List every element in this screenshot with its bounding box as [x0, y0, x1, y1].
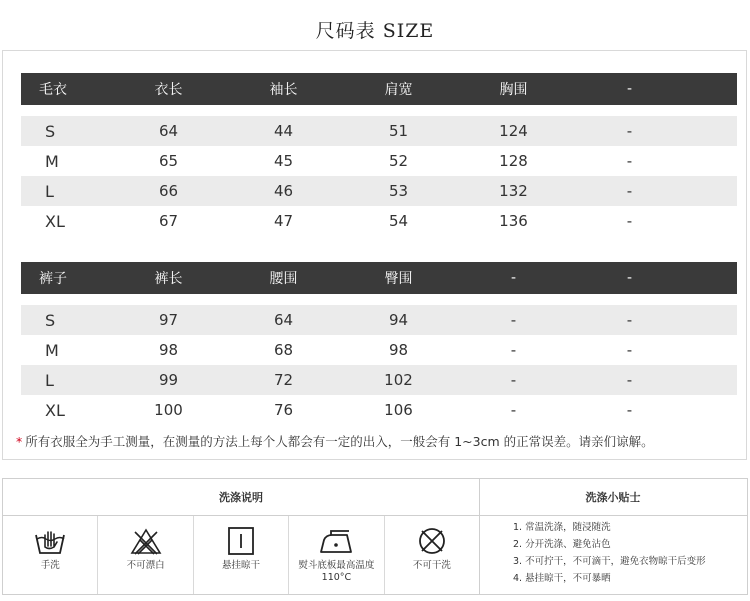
care-label: 不可漂白 — [126, 560, 165, 571]
size-chart-panel — [2, 50, 747, 460]
value-cell: 52 — [388, 152, 409, 170]
note-text: 所有衣服全为手工测量，在测量的方法上每个人都会有一定的出入，一般会有 1~3cm 的正常误差。请亲们谅解。 — [25, 434, 654, 449]
header-cell: 袖长 — [269, 82, 298, 98]
no-bleach-icon — [129, 526, 163, 556]
value-cell: 94 — [388, 311, 409, 329]
value-cell: 124 — [499, 122, 528, 140]
size-cell: XL — [45, 400, 65, 420]
note-star: * — [16, 434, 23, 449]
value-cell: 97 — [158, 311, 179, 329]
value-cell: 68 — [273, 341, 294, 359]
value-cell: - — [626, 371, 633, 389]
size-cell: L — [45, 181, 54, 201]
pants-size-table — [21, 262, 737, 425]
header-cell: 裤子 — [39, 271, 67, 287]
hang-dry-icon — [224, 526, 258, 556]
size-cell: XL — [45, 211, 65, 231]
value-cell: 102 — [384, 371, 413, 389]
value-cell: 54 — [388, 212, 409, 230]
table-row — [21, 176, 737, 206]
care-instructions-title: 洗涤说明 — [3, 479, 480, 516]
header-cell: 胸围 — [499, 82, 528, 98]
value-cell: 53 — [388, 182, 409, 200]
value-cell: 66 — [158, 182, 179, 200]
value-cell: - — [510, 401, 517, 419]
value-cell: 51 — [388, 122, 409, 140]
value-cell: - — [626, 341, 633, 359]
care-item — [385, 516, 479, 594]
value-cell: 106 — [384, 401, 413, 419]
size-cell: M — [45, 340, 59, 360]
header-cell: 衣长 — [154, 82, 183, 98]
measurement-note — [16, 432, 654, 450]
care-instructions-panel — [2, 478, 748, 595]
care-label: 手洗 — [40, 560, 60, 571]
value-cell: - — [626, 122, 633, 140]
value-cell: - — [626, 401, 633, 419]
care-tips-list — [513, 519, 706, 587]
value-cell: - — [626, 152, 633, 170]
care-item — [289, 516, 384, 594]
value-cell: - — [510, 311, 517, 329]
care-label: 不可干洗 — [412, 560, 451, 571]
value-cell: 76 — [273, 401, 294, 419]
header-cell: 臀围 — [384, 271, 413, 287]
value-cell: 98 — [388, 341, 409, 359]
value-cell: - — [626, 311, 633, 329]
header-cell: 毛衣 — [39, 82, 67, 98]
value-cell: 136 — [499, 212, 528, 230]
value-cell: 99 — [158, 371, 179, 389]
table-row — [21, 146, 737, 176]
value-cell: 64 — [158, 122, 179, 140]
table-row — [21, 365, 737, 395]
table-row — [21, 335, 737, 365]
header-cell: 裤长 — [154, 271, 183, 287]
size-cell: L — [45, 370, 54, 390]
value-cell: 128 — [499, 152, 528, 170]
sweater-size-table — [21, 73, 737, 236]
header-cell: - — [510, 270, 517, 286]
value-cell: 132 — [499, 182, 528, 200]
value-cell: 67 — [158, 212, 179, 230]
value-cell: 46 — [273, 182, 294, 200]
hand-wash-icon — [33, 526, 67, 556]
value-cell: 98 — [158, 341, 179, 359]
value-cell: 100 — [154, 401, 183, 419]
care-label: 悬挂晾干 — [222, 560, 261, 571]
tip-item: 1. 常温洗涤，随浸随洗 — [513, 522, 611, 533]
value-cell: 64 — [273, 311, 294, 329]
table-header — [21, 73, 737, 105]
value-cell: - — [510, 341, 517, 359]
care-label: 熨斗底板最高温度110°C — [298, 560, 375, 583]
no-dry-clean-icon — [415, 526, 449, 556]
header-cell: - — [626, 81, 633, 97]
header-cell: 肩宽 — [384, 82, 413, 98]
size-cell: S — [45, 121, 56, 141]
tip-item: 4. 悬挂晾干，不可暴晒 — [513, 573, 611, 584]
table-row — [21, 206, 737, 236]
table-row — [21, 116, 737, 146]
value-cell: 45 — [273, 152, 294, 170]
size-cell: M — [45, 151, 59, 171]
page-title: 尺码表 SIZE — [315, 20, 435, 42]
care-item — [3, 516, 98, 594]
value-cell: 47 — [273, 212, 294, 230]
value-cell: - — [510, 371, 517, 389]
table-row — [21, 305, 737, 335]
tip-item: 3. 不可拧干，不可滴干，避免衣物晾干后变形 — [513, 556, 706, 567]
value-cell: 65 — [158, 152, 179, 170]
care-icons-row — [3, 516, 480, 594]
value-cell: - — [626, 182, 633, 200]
care-tips-title: 洗涤小贴士 — [479, 479, 747, 516]
value-cell: 44 — [273, 122, 294, 140]
size-cell: S — [45, 310, 56, 330]
care-item — [98, 516, 193, 594]
value-cell: - — [626, 212, 633, 230]
tip-item: 2. 分开洗涤、避免沾色 — [513, 539, 611, 550]
value-cell: 72 — [273, 371, 294, 389]
header-cell: - — [626, 270, 633, 286]
care-item — [194, 516, 289, 594]
table-row — [21, 395, 737, 425]
table-header — [21, 262, 737, 294]
iron-icon — [319, 526, 353, 556]
header-cell: 腰围 — [269, 271, 298, 287]
